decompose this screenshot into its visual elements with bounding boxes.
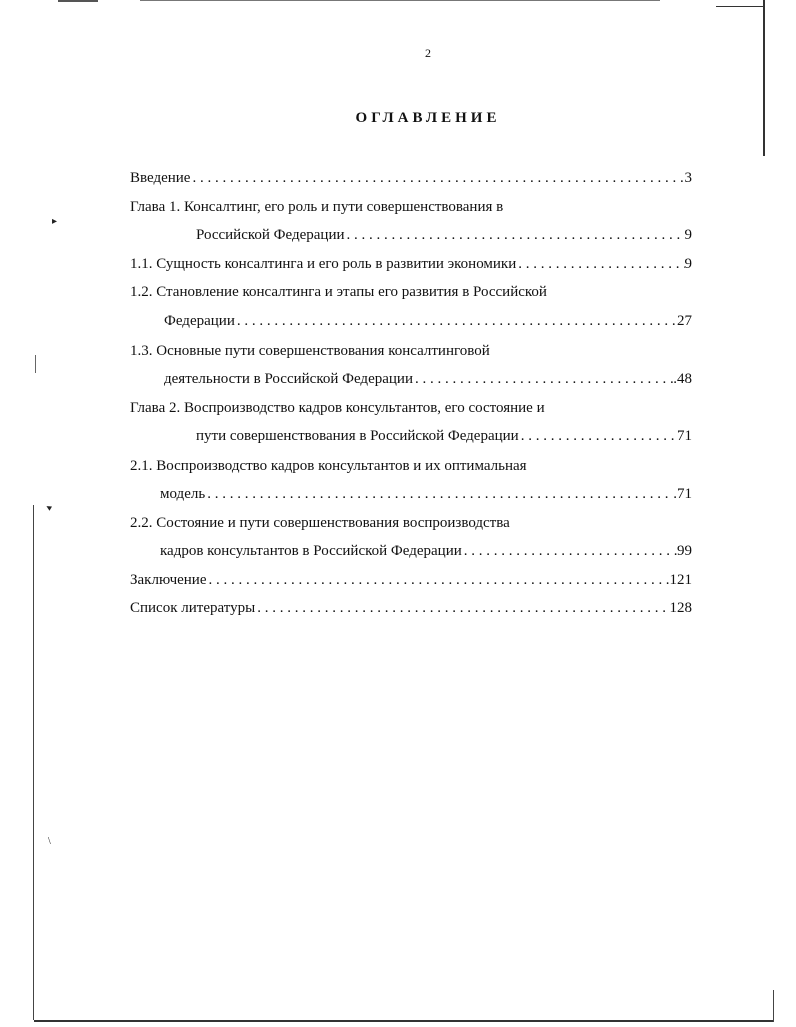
toc-entry-label: Федерации — [164, 313, 235, 329]
toc-entry-label: 1.2. Становление консалтинга и этапы его развития в Российской — [130, 284, 547, 300]
toc-entry-page: .121 — [665, 572, 692, 588]
scan-edge-left — [33, 505, 34, 1020]
toc-entry-label: модель — [160, 486, 206, 502]
toc-leader-dots — [516, 252, 684, 276]
toc-entry-label: Глава 1. Консалтинг, его роль и пути совершенствования в — [130, 199, 504, 215]
scan-speck: \ — [48, 836, 51, 847]
toc-leader-dots — [413, 367, 673, 391]
toc-leader-dots — [462, 539, 677, 563]
toc-entry-label: Глава 2. Воспроизводство кадров консультантов, его состояние и — [130, 400, 545, 416]
toc-entry-page: 9 — [684, 227, 692, 243]
toc-entry-label: 1.1. Сущность консалтинга и его роль в развитии экономики — [130, 256, 517, 272]
toc-entry-label: деятельности в Российской Федерации — [164, 371, 413, 387]
toc-leader-dots — [345, 223, 685, 247]
toc-entry-page: .71 — [673, 486, 692, 502]
toc-entry-page: 71 — [677, 428, 692, 444]
toc-entry-page: 9 — [684, 256, 692, 272]
scan-edge-top — [140, 0, 660, 1]
toc-entry-label: Российской Федерации — [196, 227, 345, 243]
scan-edge-bottom — [34, 1020, 774, 1022]
toc-entry-label: Введение — [130, 170, 191, 186]
toc-entry-label: кадров консультантов в Российской Федерации — [160, 543, 462, 559]
toc-leader-dots — [190, 166, 684, 190]
toc-entry-page: 3 — [684, 170, 692, 186]
scan-speck: ◂ — [43, 501, 54, 514]
scan-edge-right — [763, 0, 765, 156]
scan-edge-top — [58, 0, 98, 2]
toc-entry-label: 2.2. Состояние и пути совершенствования воспроизводства — [130, 515, 510, 531]
toc-entry-page: 27 — [677, 313, 692, 329]
toc-leader-dots — [207, 568, 666, 592]
scan-edge-left — [35, 355, 36, 373]
toc-entry-label: 2.1. Воспроизводство кадров консультантов и их оптимальная — [130, 458, 527, 474]
page-number: 2 — [425, 46, 431, 60]
scan-edge-bottom — [773, 990, 774, 1022]
toc-leader-dots — [235, 309, 677, 333]
toc-entry-label: пути совершенствования в Российской Федерации — [196, 428, 519, 444]
scan-speck: ▸ — [52, 216, 58, 227]
toc-entry-label: Список литературы — [130, 600, 256, 616]
toc-entry-label: Заключение — [130, 572, 207, 588]
scan-edge-right — [716, 6, 764, 7]
toc-title: ОГЛАВЛЕНИЕ — [355, 110, 501, 126]
toc-leader-dots — [519, 424, 677, 448]
toc-leader-dots — [255, 596, 669, 620]
toc-entry-page: 128 — [669, 600, 692, 616]
toc-entry-page: 99 — [677, 543, 692, 559]
toc-entry-label: 1.3. Основные пути совершенствования консалтинговой — [130, 343, 490, 359]
toc-leader-dots — [205, 482, 673, 506]
toc-entry-page: .48 — [673, 371, 692, 387]
